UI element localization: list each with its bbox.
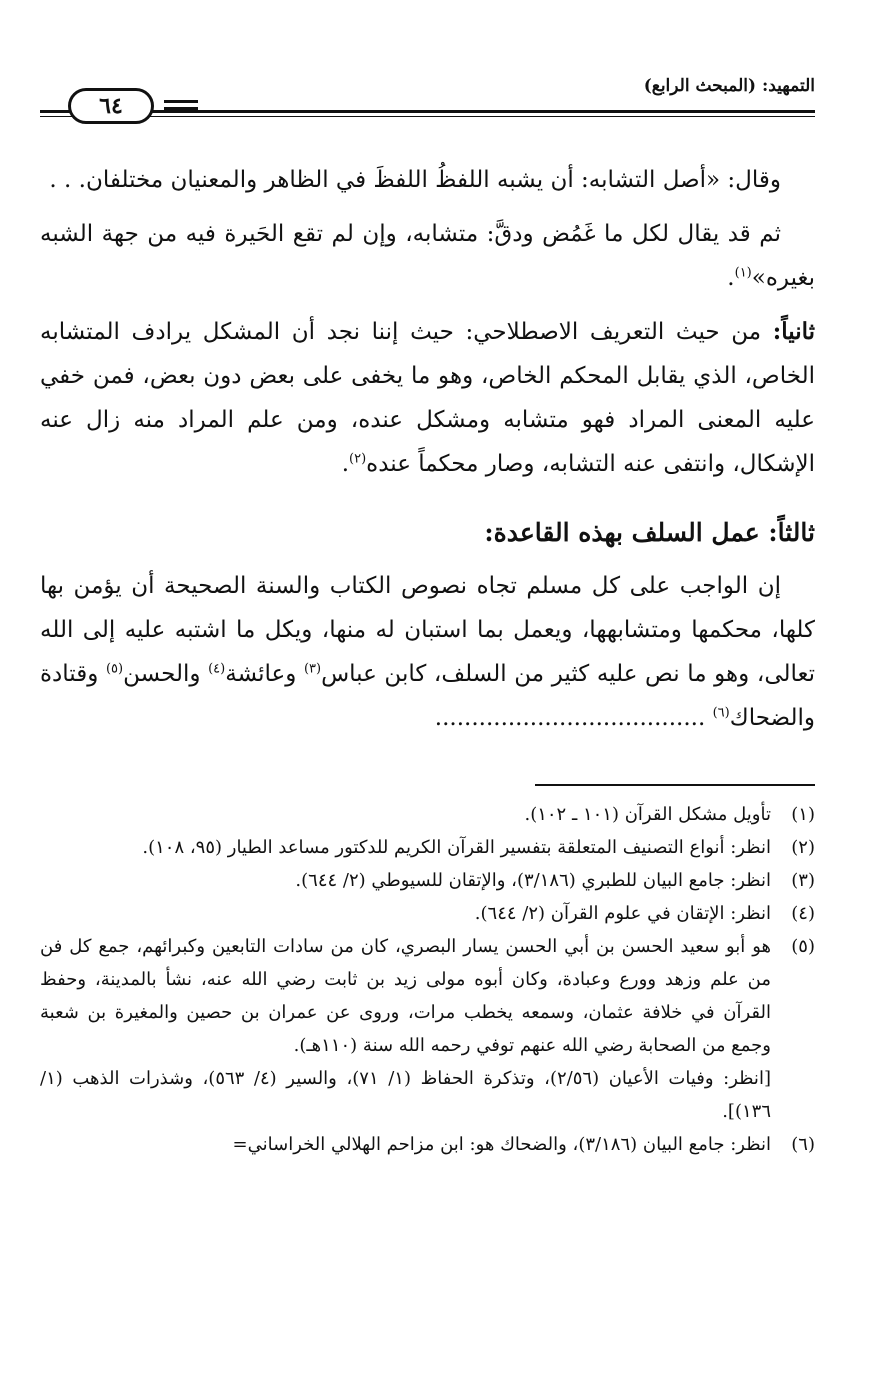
footnote-ref-1: (١) bbox=[734, 265, 752, 281]
paragraph-quote-1: وقال: «أصل التشابه: أن يشبه اللفظُ اللفظَ في الظاهر والمعنيان مختلفان. . . bbox=[49, 167, 781, 193]
period: . bbox=[341, 451, 349, 477]
footnote-item bbox=[40, 1128, 815, 1161]
footnote-text: انظر: الإتقان في علوم القرآن (٢/ ٦٤٤). bbox=[474, 903, 771, 924]
paragraph-text: وعائشة bbox=[225, 661, 304, 687]
footnote-number: (٢) bbox=[791, 837, 815, 858]
body-text bbox=[40, 158, 815, 740]
page-number: ٦٤ bbox=[68, 88, 154, 124]
paragraph-text: إن الواجب على كل مسلم تجاه نصوص الكتاب والسنة الصحيحة أن يؤمن بها كلها، محكمها ومتشابهها، ويعمل بما استبان له منها، ويكل ما اشتبه عليه إلى الله تعالى، وهو ما نص عليه كثير من السلف، كابن عباس bbox=[40, 573, 816, 687]
footnote-item bbox=[40, 930, 815, 1128]
footnote-ref-4: (٤) bbox=[208, 661, 226, 677]
period: . bbox=[727, 265, 735, 291]
footnote-text: تأويل مشكل القرآن (١٠١ ـ ١٠٢). bbox=[524, 804, 771, 825]
double-bar-ornament bbox=[164, 100, 198, 112]
footnote-number: (٣) bbox=[791, 870, 815, 891]
footnote-item bbox=[40, 831, 815, 864]
footnote-number: (٦) bbox=[791, 1134, 815, 1155]
page-number-block bbox=[40, 88, 210, 128]
paragraph-text: وقتادة والضحاك bbox=[40, 661, 815, 731]
footnote-text: انظر: جامع البيان للطبري (٣/١٨٦)، والإتقان للسيوطي (٢/ ٦٤٤). bbox=[295, 870, 771, 891]
paragraph-quote-2 bbox=[40, 212, 815, 300]
footnote-item bbox=[40, 864, 815, 897]
section-heading: ثالثاً: عمل السلف بهذه القاعدة: bbox=[484, 518, 815, 547]
footnote-separator bbox=[535, 784, 815, 786]
paragraph-text: ثم قد يقال لكل ما غَمُض ودقَّ: متشابه، وإن لم تقع الحَيرة فيه من جهة الشبه بغيره» bbox=[40, 221, 815, 291]
running-title: التمهيد: (المبحث الرابع) bbox=[643, 76, 815, 96]
footnote-bio-text: هو أبو سعيد الحسن بن أبي الحسن يسار البصري، كان من سادات التابعين وكبرائهم، جمع كل فن من علم وزهد وورع وعبادة، وكان أبوه مولى زيد بن ثابت رضي الله عنه، نشأ بالمدينة، وحفظ القرآن في خلافة عثمان، وسمعه يخطب مرات، وروى عن عمران بن حصين والمغيرة بن شعبة وجمع من الصحابة رضي الله عنهم توفي رحمه الله سنة (١١٠هـ). bbox=[40, 936, 771, 1056]
paragraph-text: والحسن bbox=[123, 661, 209, 687]
second-point-label: ثانياً: bbox=[772, 318, 815, 345]
footnote-number: (١) bbox=[791, 804, 815, 825]
footnote-number: (٤) bbox=[791, 903, 815, 924]
paragraph-second-point bbox=[40, 310, 815, 486]
footnotes bbox=[40, 798, 815, 1161]
continuation-dots: ..................................... bbox=[434, 705, 713, 731]
footnote-item bbox=[40, 897, 815, 930]
paragraph-salaf bbox=[40, 564, 815, 740]
footnote-ref-2: (٢) bbox=[349, 451, 367, 467]
footnote-number: (٥) bbox=[791, 936, 815, 957]
paragraph-text: من حيث التعريف الاصطلاحي: حيث إننا نجد أن المشكل يرادف المتشابه الخاص، الذي يقابل المحكم الخاص، وهو ما يخفى على بعض دون بعض، فمن خفي عليه المعنى المراد فهو متشابه ومشكل عنده، ومن علم المراد منه زال عنه الإشكال، وانتفى عنه التشابه، وصار محكماً عنده bbox=[40, 319, 815, 477]
footnote-text: انظر: جامع البيان (٣/١٨٦)، والضحاك هو: ابن مزاحم الهلالي الخراساني= bbox=[232, 1134, 771, 1155]
footnote-ref-3: (٣) bbox=[303, 661, 322, 677]
page-header bbox=[40, 66, 815, 128]
footnote-text: انظر: أنواع التصنيف المتعلقة بتفسير القرآن الكريم للدكتور مساعد الطيار (٩٥، ١٠٨). bbox=[142, 837, 771, 858]
footnote-sources-text: [انظر: وفيات الأعيان (٢/٥٦)، وتذكرة الحفاظ (١/ ٧١)، والسير (٤/ ٥٦٣)، وشذرات الذهب (١/ ١٣٦)]. bbox=[40, 1068, 771, 1122]
footnote-ref-6: (٦) bbox=[712, 705, 730, 721]
footnote-text bbox=[40, 930, 771, 1128]
footnote-ref-5: (٥) bbox=[105, 661, 124, 677]
footnote-item bbox=[40, 798, 815, 831]
